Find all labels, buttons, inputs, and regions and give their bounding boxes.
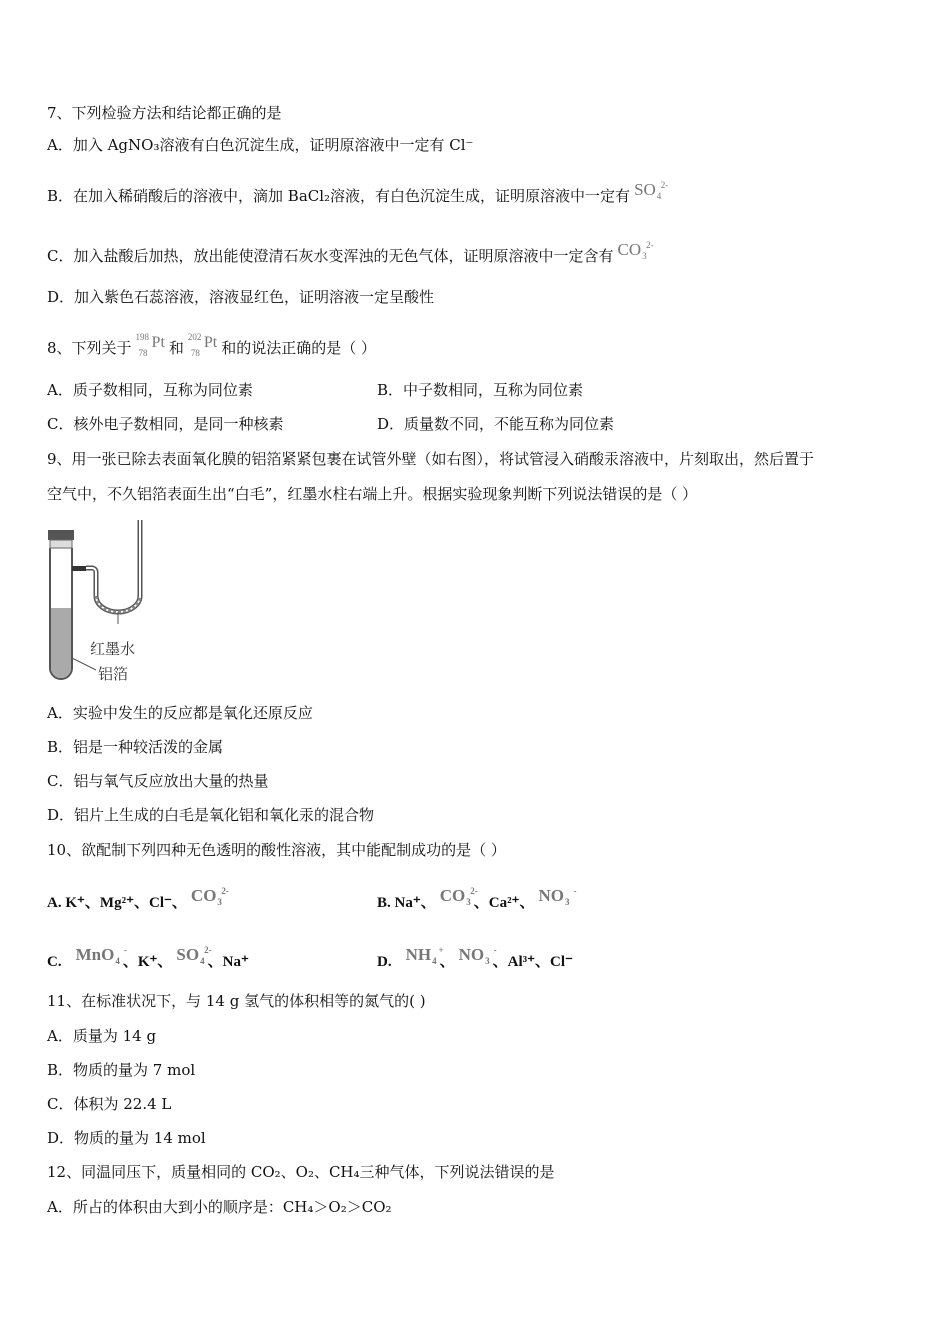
ion-base: CO <box>190 886 217 905</box>
option-text: 、Ca²⁺、 <box>473 895 535 911</box>
ion-sub: 3 <box>565 897 570 907</box>
ion-sub: 4 <box>200 956 205 966</box>
carbonate-ion <box>190 886 229 908</box>
q11-option-d: D．物质的量为 14 mol <box>47 1129 206 1147</box>
ion-sub: 3 <box>642 251 647 261</box>
ion-sub: 3 <box>217 897 222 907</box>
ion-sup: 2- <box>221 886 229 896</box>
nitrate-ion <box>538 886 577 908</box>
ion-base: SO <box>634 180 656 199</box>
option-text: 、K⁺、 <box>122 954 173 970</box>
ion-base: NO <box>458 945 485 964</box>
ion-sup: 2- <box>660 180 669 190</box>
ion-sup: 2- <box>646 240 654 250</box>
ion-base: NO <box>538 886 565 905</box>
ion-base: MnO <box>75 945 115 964</box>
q8-stem <box>47 333 376 358</box>
q10-stem: 10、欲配制下列四种无色透明的酸性溶液，其中能配制成功的是（ ） <box>47 841 506 859</box>
ion-base: CO <box>617 240 642 259</box>
ion-base: SO <box>176 945 200 964</box>
q9-stem-line1: 9、用一张已除去表面氧化膜的铝箔紧紧包裹在试管外壁（如右图），将试管浸入硝酸汞溶液中，片刻取出，然后置于 <box>47 450 815 468</box>
q7-option-c <box>47 240 654 266</box>
ion-sub: 4 <box>656 191 662 201</box>
ammonium-ion <box>405 945 444 967</box>
q8-option-b: B．中子数相同，互称为同位素 <box>377 381 584 399</box>
q7-option-d: D．加入紫色石蕊溶液，溶液显红色，证明溶液一定呈酸性 <box>47 288 435 306</box>
q10-option-d <box>377 945 573 972</box>
q8-option-c: C．核外电子数相同，是同一种核素 <box>47 415 284 433</box>
carbonate-ion <box>439 886 478 908</box>
isotope-pt-198 <box>135 332 165 358</box>
symbol: Pt <box>151 334 165 351</box>
q11-option-c: C．体积为 22.4 L <box>47 1095 172 1113</box>
ion-sup: - <box>123 945 127 955</box>
q11-stem: 11、在标准状况下，与 14 g 氢气的体积相等的氮气的( ) <box>47 992 426 1010</box>
q10-option-c <box>47 945 249 972</box>
label-aluminum-foil: 铝箔 <box>98 665 129 683</box>
q9-option-c: C．铝与氧气反应放出大量的热量 <box>47 772 269 790</box>
q9-stem-line2: 空气中，不久铝箔表面生出“白毛”，红墨水柱右端上升。根据实验现象判断下列说法错误的是（ ） <box>47 485 698 503</box>
test-tube-figure <box>44 520 164 685</box>
option-text: A. K⁺、Mg²⁺、Cl⁻、 <box>47 895 187 911</box>
isotope-pt-202 <box>187 332 218 358</box>
q7-option-a: A．加入 AgNO₃溶液有白色沉淀生成，证明原溶液中一定有 Cl⁻ <box>47 136 474 154</box>
ion-sup: + <box>438 945 444 955</box>
ion-sup: - <box>493 945 497 955</box>
q9-option-a: A．实验中发生的反应都是氧化还原反应 <box>47 704 313 722</box>
q9-option-d: D．铝片上生成的白毛是氧化铝和氧化汞的混合物 <box>47 806 375 824</box>
q9-option-b: B．铝是一种较活泼的金属 <box>47 738 224 756</box>
q10-option-a <box>47 886 229 913</box>
label-red-ink: 红墨水 <box>90 640 136 658</box>
option-text: B. Na⁺、 <box>377 895 436 911</box>
sulfate-ion <box>634 180 669 202</box>
atomic-number: 78 <box>190 348 200 358</box>
option-text: C．加入盐酸后加热，放出能使澄清石灰水变浑浊的无色气体，证明原溶液中一定含有 <box>47 247 614 265</box>
q7-option-b <box>47 180 669 206</box>
stem-text: 和 <box>168 339 184 357</box>
q8-option-a: A．质子数相同，互称为同位素 <box>47 381 253 399</box>
option-text: B．在加入稀硝酸后的溶液中，滴加 BaCl₂溶液，有白色沉淀生成，证明原溶液中一定有 <box>47 187 631 205</box>
ion-sub: 4 <box>115 956 120 966</box>
ion-sup: 2- <box>204 945 212 955</box>
q7-stem: 7、下列检验方法和结论都正确的是 <box>47 104 282 122</box>
option-text: 、Na⁺ <box>207 954 249 970</box>
nitrate-ion <box>458 945 497 967</box>
permanganate-ion <box>75 945 127 967</box>
ion-sup: 2- <box>470 886 478 896</box>
option-text: 、Al³⁺、Cl⁻ <box>492 954 573 970</box>
q10-option-b <box>377 886 577 913</box>
q11-option-b: B．物质的量为 7 mol <box>47 1061 196 1079</box>
q8-option-d: D．质量数不同，不能互称为同位素 <box>377 415 615 433</box>
ion-sup: - <box>573 886 577 896</box>
atomic-number: 78 <box>138 348 148 358</box>
q12-stem: 12、同温同压下，质量相同的 CO₂、O₂、CH₄三种气体，下列说法错误的是 <box>47 1163 555 1181</box>
stem-text: 8、下列关于 <box>47 339 132 357</box>
symbol: Pt <box>203 334 218 351</box>
carbonate-ion <box>617 240 654 262</box>
sulfate-ion <box>176 945 212 967</box>
mass-number: 202 <box>187 332 202 342</box>
ion-base: CO <box>439 886 466 905</box>
ion-sub: 4 <box>432 956 437 966</box>
option-text: D. <box>377 954 392 970</box>
ion-sub: 3 <box>466 897 471 907</box>
mass-number: 198 <box>135 332 150 342</box>
ion-base: NH <box>405 945 432 964</box>
stem-text: 和的说法正确的是（ ） <box>221 339 377 357</box>
ion-sub: 3 <box>485 956 490 966</box>
option-text: C. <box>47 954 62 970</box>
q11-option-a: A．质量为 14 g <box>47 1027 157 1045</box>
q12-option-a: A．所占的体积由大到小的顺序是：CH₄＞O₂＞CO₂ <box>47 1198 392 1216</box>
option-text: 、 <box>439 954 455 970</box>
apparatus-diagram <box>44 520 164 685</box>
